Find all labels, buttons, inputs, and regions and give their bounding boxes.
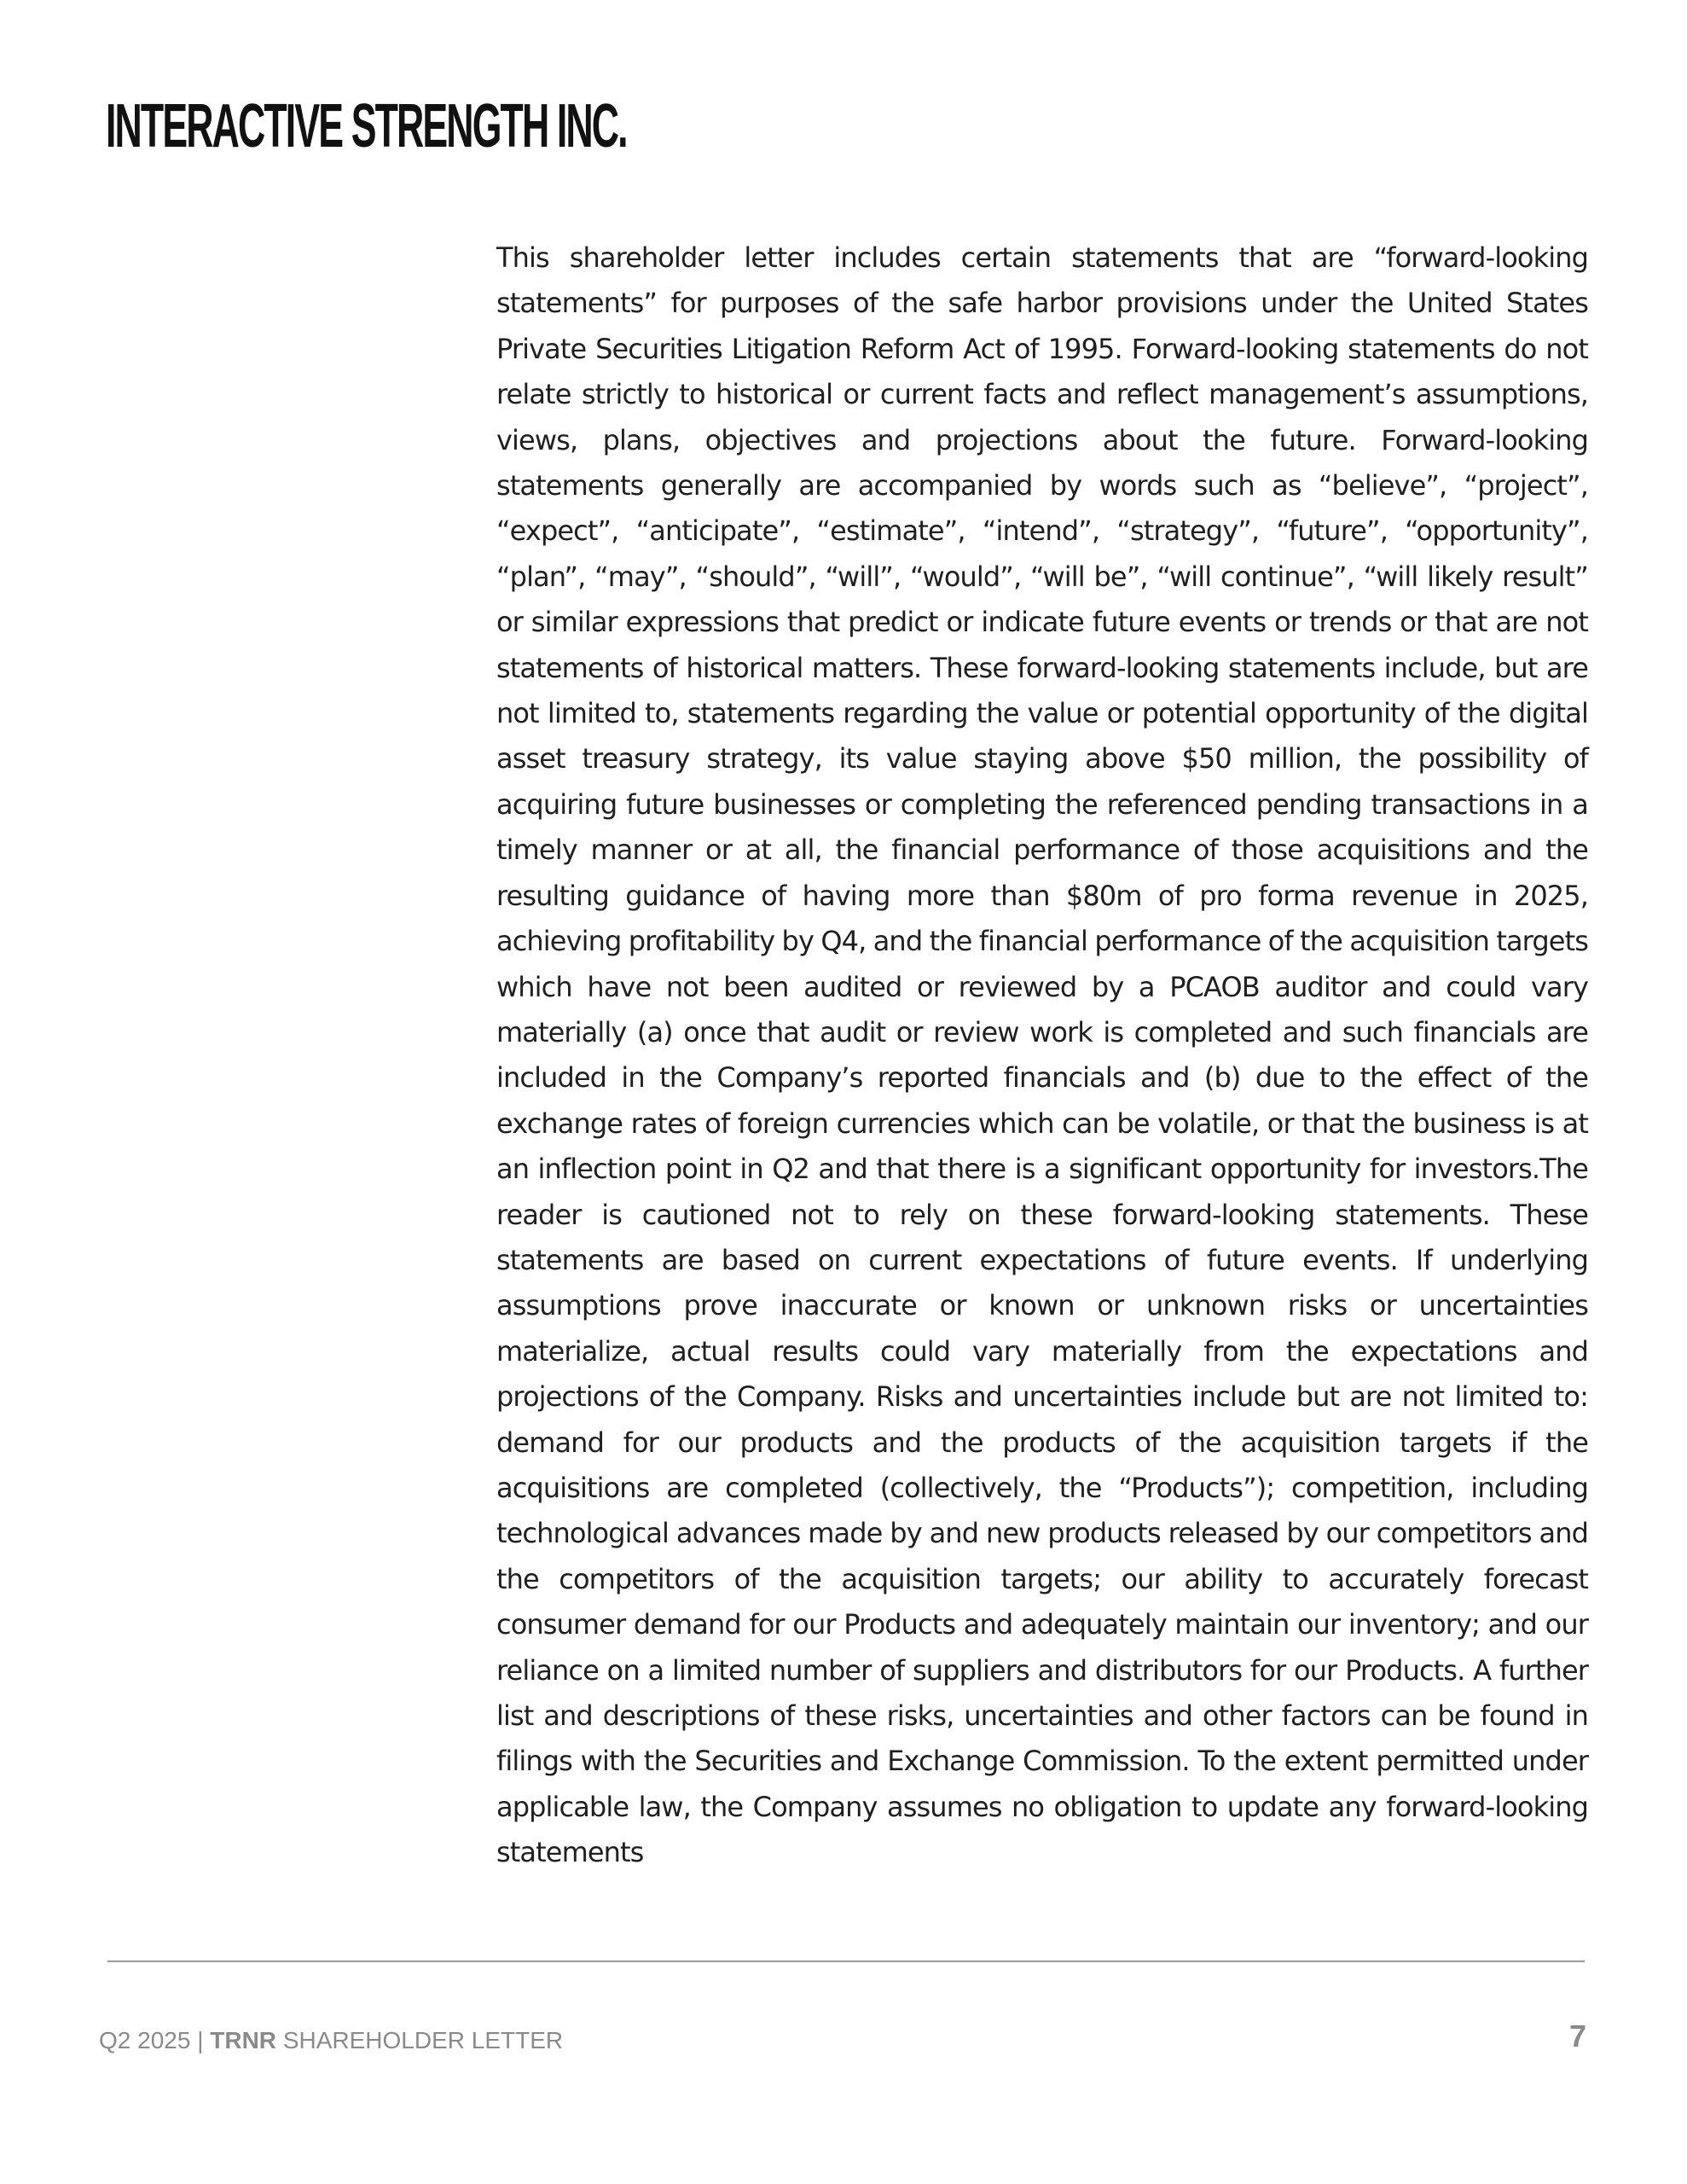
forward-looking-disclaimer: This shareholder letter includes certain statements that are “forward-looking statements” for purposes of the safe harbor provisions under the United States Private Securities Litigation Reform Act of 1995. Forward-looking statements do not relate strictly to historical or current facts and reflect management’s assumptions, views, plans, objectives and projections about the future. Forward-looking statements generally are accompanied by words such as “believe”, “project”, “expect”, “anticipate”, “estimate”, “intend”, “strategy”, “future”, “opportunity”, “plan”, “may”, “should”, “will”, “would”, “will be”, “will continue”, “will likely result” or similar expressions that predict or indicate future events or trends or that are not statements of historical matters. These forward-looking statements include, but are not limited to, statements regarding the value or potential opportunity of the digital asset treasury strategy, its value staying above $50 million, the possibility of acquiring future businesses or completing the referenced pending transactions in a timely manner or at all, the financial performance of those acquisitions and the resulting guidance of having more than $80m of pro forma revenue in 2025, achieving profitability by Q4, and the financial performance of the acquisition targets which have not been audited or reviewed by a PCAOB auditor and could vary materially (a) once that audit or review work is completed and such financials are included in the Company’s reported financials and (b) due to the effect of the exchange rates of foreign currencies which can be volatile, or that the business is at an inflection point in Q2 and that there is a significant opportunity for investors.The reader is cautioned not to rely on these forward-looking statements. These statements are based on current expectations of future events. If underlying assumptions prove inaccurate or known or unknown risks or uncertainties materialize, actual results could vary materially from the expectations and projections of the Company. Risks and uncertainties include but are not limited to: demand for our products and the products of the acquisition targets if the acquisitions are completed (collectively, the “Products”); competition, including technological advances made by and new products released by our competitors and the competitors of the acquisition targets; our ability to accurately forecast consumer demand for our Products and adequately maintain our inventory; and our reliance on a limited number of suppliers and distributors for our Products. A further list and descriptions of these risks, uncertainties and other factors can be found in filings with the Securities and Exchange Commission. To the extent permitted under applicable law, the Company assumes no obligation to update any forward-looking statements	[496, 241, 1588, 1869]
footer-divider	[107, 1960, 1585, 1962]
footer-label	[99, 2027, 563, 2054]
footer-period: Q2 2025 |	[99, 2027, 204, 2053]
footer-ticker: TRNR	[210, 2027, 277, 2053]
footer-document-label: SHAREHOLDER LETTER	[282, 2027, 564, 2053]
page-number: 7	[1568, 2018, 1586, 2053]
company-name: INTERACTIVE STRENGTH INC.	[106, 92, 627, 160]
